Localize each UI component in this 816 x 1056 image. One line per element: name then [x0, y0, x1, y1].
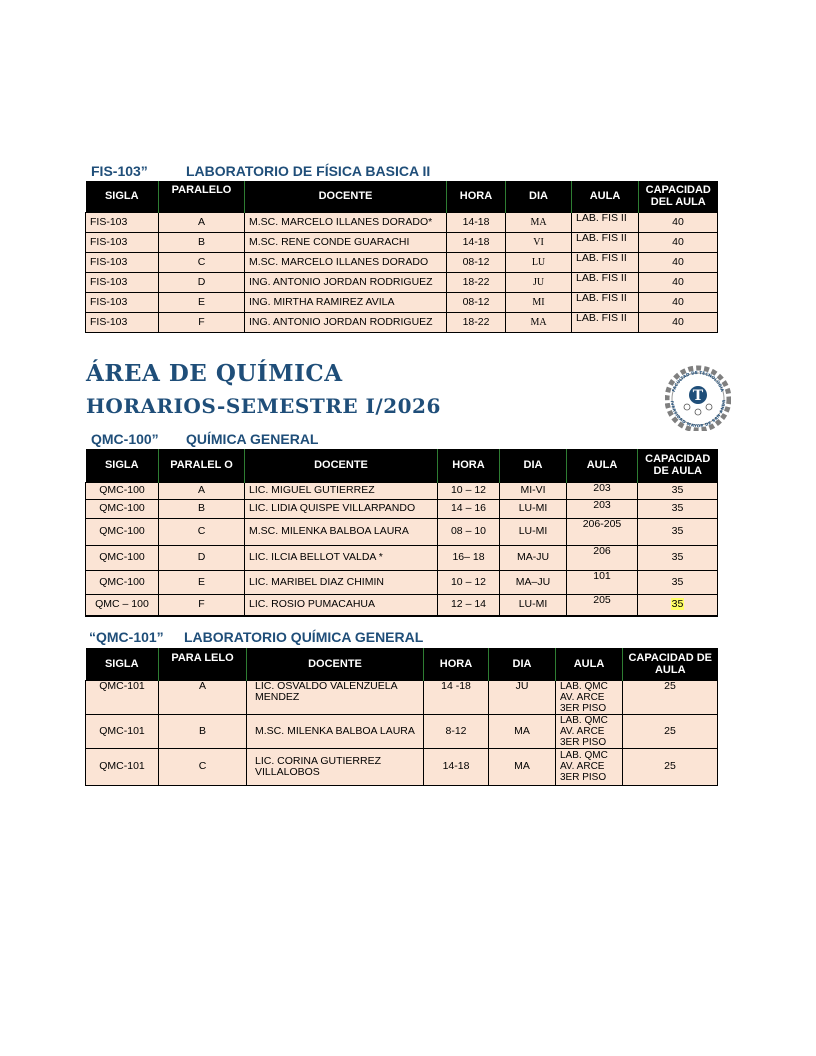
cell-dia: MA	[506, 312, 572, 332]
area-title: ÁREA DE QUÍMICA	[86, 360, 343, 387]
logo-bottom-text: IVERSIDAD MAYOR DE SAN ANDR	[669, 399, 727, 429]
cell-paralelo: F	[159, 312, 245, 332]
cell-sigla: FIS-103	[86, 212, 159, 232]
cell-paralelo: C	[159, 518, 245, 545]
course-code: “QMC-101”	[89, 629, 164, 645]
col-header: AULA	[556, 648, 623, 680]
cell-sigla: QMC-100	[86, 545, 159, 570]
horarios-title: HORARIOS-SEMESTRE I/2026	[86, 394, 441, 418]
table-header-row	[86, 449, 718, 482]
col-header: DOCENTE	[245, 449, 438, 482]
cell-aula: LAB. QMC AV. ARCE 3ER PISO	[556, 714, 623, 748]
cell-sigla: QMC-101	[86, 680, 159, 714]
cell-docente: LIC. OSVALDO VALENZUELA MENDEZ	[247, 680, 424, 714]
cell-docente: M.SC. MILENKA BALBOA LAURA	[245, 518, 438, 545]
cell-docente: LIC. MARIBEL DIAZ CHIMIN	[245, 570, 438, 594]
col-header: AULA	[572, 181, 639, 212]
qmc101-table	[85, 648, 718, 786]
cell-capacidad	[638, 594, 718, 616]
course-name: QUÍMICA GENERAL	[186, 431, 319, 447]
table-row	[86, 594, 718, 616]
cell-aula: LAB. QMC AV. ARCE 3ER PISO	[556, 748, 623, 785]
table-row	[86, 272, 718, 292]
table-row	[86, 545, 718, 570]
cell-hora: 14-18	[447, 212, 506, 232]
table-row	[86, 499, 718, 518]
cell-aula: LAB. FIS II	[572, 312, 639, 332]
course-code: QMC-100”	[91, 431, 159, 447]
cell-paralelo: F	[159, 594, 245, 616]
cell-dia: MA	[506, 212, 572, 232]
cell-dia: MA	[489, 714, 556, 748]
cell-paralelo: B	[159, 499, 245, 518]
cell-hora: 18-22	[447, 312, 506, 332]
cell-aula: LAB. FIS II	[572, 232, 639, 252]
table-row	[86, 232, 718, 252]
cell-hora: 08 – 10	[438, 518, 500, 545]
col-header: SIGLA	[86, 648, 159, 680]
cell-dia: MI	[506, 292, 572, 312]
table-header-row	[86, 648, 718, 680]
cell-paralelo: A	[159, 482, 245, 499]
col-header: DIA	[506, 181, 572, 212]
cell-paralelo: A	[159, 680, 247, 714]
cell-docente: M.SC. MARCELO ILLANES DORADO	[245, 252, 447, 272]
section-title-fis103	[91, 163, 430, 179]
cell-capacidad: 40	[639, 252, 718, 272]
cell-sigla: QMC-100	[86, 499, 159, 518]
cell-aula: 101	[567, 570, 638, 594]
col-header: SIGLA	[86, 449, 159, 482]
cell-hora: 08-12	[447, 292, 506, 312]
cell-sigla: QMC-100	[86, 518, 159, 545]
table-header-row	[86, 181, 718, 212]
col-header: DIA	[500, 449, 567, 482]
section-title-qmc101	[89, 629, 423, 645]
cell-capacidad: 40	[639, 272, 718, 292]
cell-docente: M.SC. MILENKA BALBOA LAURA	[247, 714, 424, 748]
cell-dia: JU	[489, 680, 556, 714]
cell-dia: LU	[506, 252, 572, 272]
col-header: HORA	[424, 648, 489, 680]
cell-sigla: QMC-101	[86, 714, 159, 748]
col-header: CAPACIDAD DE AULA	[638, 449, 718, 482]
course-name: LABORATORIO DE FÍSICA BASICA II	[186, 163, 431, 179]
cell-aula: 203	[567, 499, 638, 518]
cell-hora: 08-12	[447, 252, 506, 272]
cell-capacidad: 35	[638, 545, 718, 570]
cell-capacidad: 35	[638, 518, 718, 545]
cell-docente: LIC. ILCIA BELLOT VALDA *	[245, 545, 438, 570]
col-header: PARA LELO	[159, 648, 247, 680]
cell-aula: LAB. FIS II	[572, 292, 639, 312]
cell-dia: LU-MI	[500, 499, 567, 518]
qmc100-table	[85, 449, 718, 617]
cell-aula: 206-205	[567, 518, 638, 545]
cell-dia: LU-MI	[500, 518, 567, 545]
cell-paralelo: B	[159, 714, 247, 748]
cell-hora: 12 – 14	[438, 594, 500, 616]
cell-paralelo: A	[159, 212, 245, 232]
cell-dia: JU	[506, 272, 572, 292]
cell-sigla: FIS-103	[86, 252, 159, 272]
cell-hora: 14 -18	[424, 680, 489, 714]
cell-capacidad: 35	[638, 499, 718, 518]
cell-aula: LAB. FIS II	[572, 252, 639, 272]
table-row	[86, 312, 718, 332]
course-name: LABORATORIO QUÍMICA GENERAL	[184, 629, 424, 645]
cell-aula: 205	[567, 594, 638, 616]
cell-capacidad: 40	[639, 212, 718, 232]
cell-docente: ING. MIRTHA RAMIREZ AVILA	[245, 292, 447, 312]
cell-hora: 14 – 16	[438, 499, 500, 518]
course-code: FIS-103”	[91, 163, 148, 179]
cell-sigla: FIS-103	[86, 312, 159, 332]
table-row	[86, 570, 718, 594]
col-header: AULA	[567, 449, 638, 482]
cell-paralelo: E	[159, 292, 245, 312]
cell-capacidad: 40	[639, 292, 718, 312]
cell-sigla: FIS-103	[86, 292, 159, 312]
col-header: DOCENTE	[247, 648, 424, 680]
cell-docente: M.SC. MARCELO ILLANES DORADO*	[245, 212, 447, 232]
cell-paralelo: D	[159, 545, 245, 570]
cell-hora: 18-22	[447, 272, 506, 292]
table-row	[86, 680, 718, 714]
cell-paralelo: B	[159, 232, 245, 252]
col-header: HORA	[447, 181, 506, 212]
table-row	[86, 518, 718, 545]
cell-hora: 14-18	[424, 748, 489, 785]
cell-sigla: QMC-101	[86, 748, 159, 785]
cell-capacidad: 40	[639, 232, 718, 252]
cell-capacidad: 25	[623, 748, 718, 785]
col-header: HORA	[438, 449, 500, 482]
cell-docente: LIC. LIDIA QUISPE VILLARPANDO	[245, 499, 438, 518]
cell-dia: MA-JU	[500, 545, 567, 570]
cell-aula: 206	[567, 545, 638, 570]
logo-letter: T	[692, 388, 704, 404]
cell-sigla: QMC-100	[86, 482, 159, 499]
cell-hora: 10 – 12	[438, 570, 500, 594]
cell-capacidad: 25	[623, 714, 718, 748]
cell-capacidad: 25	[623, 680, 718, 714]
table-row	[86, 714, 718, 748]
cell-hora: 10 – 12	[438, 482, 500, 499]
cell-dia: LU-MI	[500, 594, 567, 616]
col-header: DOCENTE	[245, 181, 447, 212]
table-row	[86, 482, 718, 499]
fis103-table	[85, 181, 718, 333]
logo-top-text: FACULTAD DE TECNOLOGIA	[670, 369, 726, 393]
cell-docente: LIC. CORINA GUTIERREZ VILLALOBOS	[247, 748, 424, 785]
col-header: SIGLA	[86, 181, 159, 212]
cell-aula: LAB. QMC AV. ARCE 3ER PISO	[556, 680, 623, 714]
cell-dia: MI-VI	[500, 482, 567, 499]
cell-paralelo: C	[159, 252, 245, 272]
cell-capacidad: 35	[638, 570, 718, 594]
cell-hora: 8-12	[424, 714, 489, 748]
table-row	[86, 252, 718, 272]
cell-docente: M.SC. RENE CONDE GUARACHI	[245, 232, 447, 252]
cell-paralelo: E	[159, 570, 245, 594]
col-header: CAPACIDAD DE AULA	[623, 648, 718, 680]
col-header: CAPACIDAD DEL AULA	[639, 181, 718, 212]
cell-docente: LIC. MIGUEL GUTIERREZ	[245, 482, 438, 499]
table-row	[86, 748, 718, 785]
cell-hora: 14-18	[447, 232, 506, 252]
section-title-qmc100	[91, 431, 318, 447]
col-header: PARALEL O	[159, 449, 245, 482]
cell-sigla: FIS-103	[86, 272, 159, 292]
col-header: DIA	[489, 648, 556, 680]
cell-sigla: QMC – 100	[86, 594, 159, 616]
cell-aula: 203	[567, 482, 638, 499]
cell-paralelo: D	[159, 272, 245, 292]
cell-aula: LAB. FIS II	[572, 212, 639, 232]
faculty-logo	[665, 365, 731, 431]
cell-docente: ING. ANTONIO JORDAN RODRIGUEZ	[245, 312, 447, 332]
cell-paralelo: C	[159, 748, 247, 785]
cell-capacidad: 35	[638, 482, 718, 499]
cell-capacidad: 40	[639, 312, 718, 332]
cell-sigla: QMC-100	[86, 570, 159, 594]
cell-hora: 16– 18	[438, 545, 500, 570]
col-header: PARALELO	[159, 181, 245, 212]
table-row	[86, 292, 718, 312]
cell-aula: LAB. FIS II	[572, 272, 639, 292]
cell-sigla: FIS-103	[86, 232, 159, 252]
cell-dia: VI	[506, 232, 572, 252]
highlighted-capacity: 35	[671, 598, 684, 611]
cell-dia: MA–JU	[500, 570, 567, 594]
cell-docente: LIC. ROSIO PUMACAHUA	[245, 594, 438, 616]
cell-dia: MA	[489, 748, 556, 785]
cell-docente: ING. ANTONIO JORDAN RODRIGUEZ	[245, 272, 447, 292]
table-row	[86, 212, 718, 232]
